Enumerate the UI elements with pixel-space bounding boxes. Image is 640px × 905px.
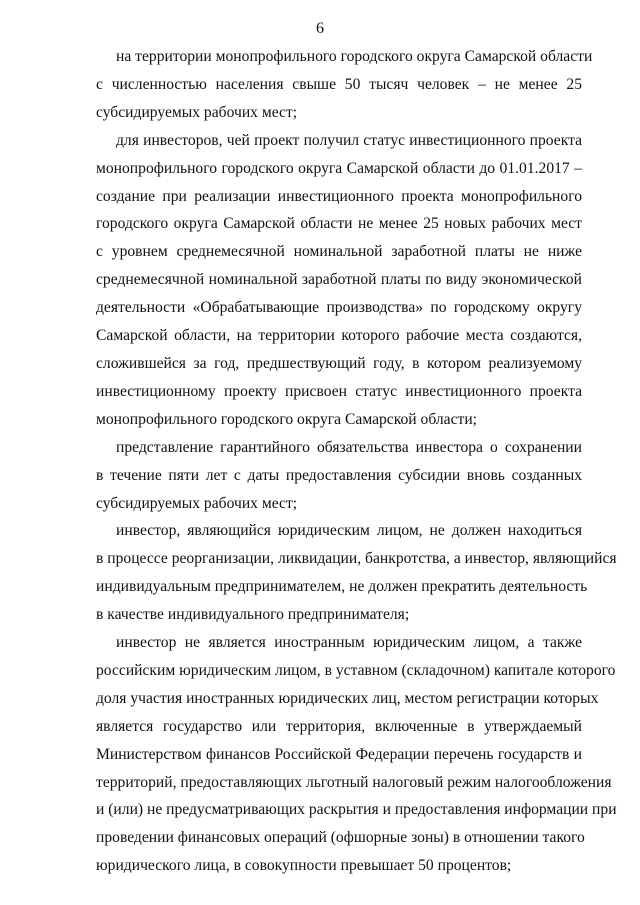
- paragraph: [96, 43, 593, 127]
- text-line: инвестиционному проекту присвоен статус инвестиционного проекта: [96, 382, 582, 400]
- text-line: в качестве индивидуального предпринимателя;: [96, 606, 410, 624]
- page-number: 6: [316, 20, 324, 37]
- text-line: Самарской области, на территории которого рабочие места создаются,: [96, 327, 582, 345]
- text-line: индивидуальным предпринимателем, не должен прекратить деятельность: [96, 578, 588, 596]
- text-line: городского округа Самарской области не менее 25 новых рабочих мест: [96, 215, 582, 233]
- text-line: и (или) не предусматривающих раскрытия и предоставления информации при: [96, 801, 617, 819]
- text-line: монопрофильного городского округа Самарской области до 01.01.2017 –: [96, 159, 582, 177]
- text-line: субсидируемых рабочих мест;: [96, 494, 298, 512]
- paragraph: [96, 127, 582, 434]
- text-line: инвестор, являющийся юридическим лицом, не должен находиться: [116, 522, 582, 540]
- text-line: создание при реализации инвестиционного проекта монопрофильного: [96, 187, 582, 205]
- text-line: субсидируемых рабочих мест;: [96, 103, 298, 121]
- text-line: деятельности «Обрабатывающие производства» по городскому округу: [96, 299, 582, 317]
- text-line: является государство или территория, включенные в утверждаемый: [96, 717, 582, 735]
- text-line: инвестор не является иностранным юридическим лицом, а также: [116, 634, 582, 652]
- text-line: на территории монопрофильного городского округа Самарской области: [116, 48, 593, 65]
- text-line: проведении финансовых операций (офшорные зоны) в отношении такого: [96, 829, 585, 847]
- text-line: Министерством финансов Российской Федерации перечень государств и: [96, 745, 582, 763]
- text-line: в процессе реорганизации, ликвидации, банкротства, а инвестор, являющийся: [96, 550, 617, 568]
- paragraph: [96, 517, 617, 629]
- text-line: для инвесторов, чей проект получил статус инвестиционного проекта: [116, 131, 582, 149]
- text-line: российским юридическим лицом, в уставном (складочном) капитале которого: [96, 661, 616, 679]
- text-line: в течение пяти лет с даты предоставления субсидии вновь созданных: [96, 466, 582, 484]
- text-line: монопрофильного городского округа Самарской области;: [96, 410, 478, 428]
- text-line: с численностью населения свыше 50 тысяч человек – не менее 25: [96, 75, 582, 93]
- text-line: доля участия иностранных юридических лиц, местом регистрации которых: [96, 689, 599, 707]
- text-line: представление гарантийного обязательства инвестора о сохранении: [116, 438, 582, 456]
- paragraph: [96, 629, 617, 880]
- text-line: сложившейся за год, предшествующий году, в котором реализуемому: [96, 354, 582, 372]
- paragraph: [96, 434, 582, 518]
- text-line: среднемесячной номинальной заработной платы по виду экономической: [96, 271, 582, 289]
- document-body: [96, 43, 617, 880]
- text-line: территорий, предоставляющих льготный налоговый режим налогообложения: [96, 773, 612, 791]
- text-line: с уровнем среднемесячной номинальной заработной платы не ниже: [96, 243, 582, 261]
- text-line: юридического лица, в совокупности превышает 50 процентов;: [96, 857, 512, 875]
